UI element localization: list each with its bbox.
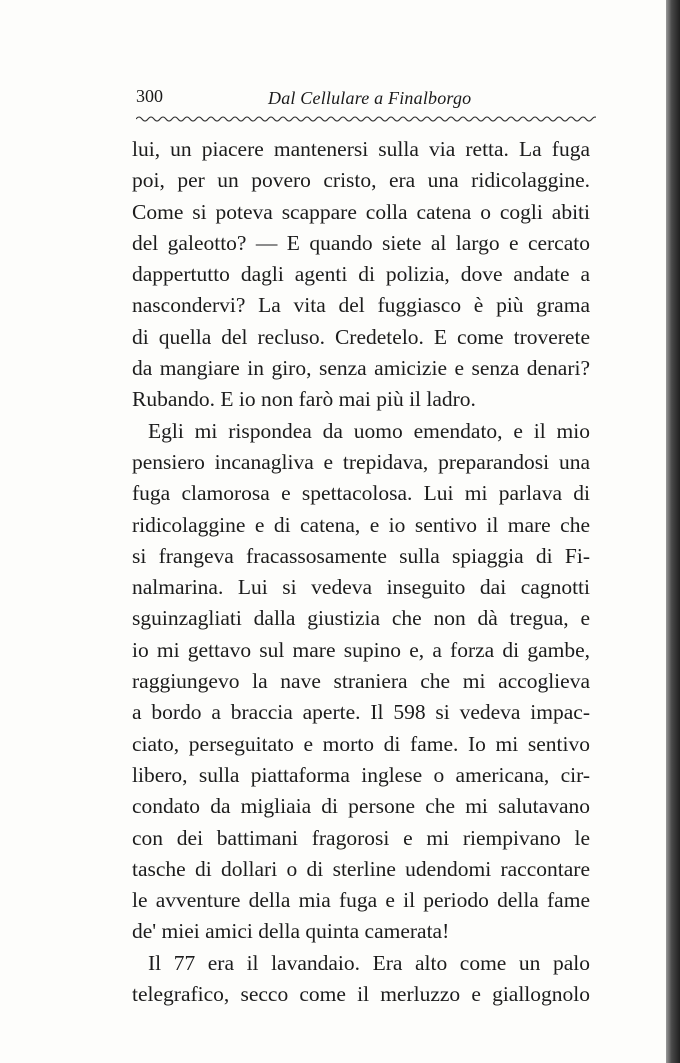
text-line: telegrafico, secco come il merluzzo e giallognolo — [132, 982, 590, 1007]
text-line: raggiungevo la nave straniera che mi accoglieva — [132, 669, 590, 694]
text-line: nalmarina. Lui si vedeva inseguito dai cagnotti — [132, 575, 590, 600]
text-line: dappertutto dagli agenti di polizia, dove andate a — [132, 262, 590, 287]
text-line: poi, per un povero cristo, era una ridicolaggine. — [132, 168, 590, 193]
text-line: Egli mi rispondea da uomo emendato, e il mio — [148, 418, 590, 443]
text-line: libero, sulla piattaforma inglese o americana, cir- — [132, 762, 590, 787]
book-spine-edge — [666, 0, 680, 1063]
text-line: le avventure della mia fuga e il periodo della fame — [132, 888, 590, 913]
running-title: Dal Cellulare a Finalborgo — [268, 88, 472, 108]
decorative-wavy-rule — [136, 112, 596, 126]
text-line: ciato, perseguitato e morto di fame. Io mi sentivo — [132, 731, 590, 756]
page-header — [136, 86, 596, 114]
text-line: del galeotto? — E quando siete al largo e cercato — [132, 230, 590, 255]
page-number: 300 — [136, 86, 163, 106]
text-line: Il 77 era il lavandaio. Era alto come un palo — [148, 950, 590, 975]
text-line: tasche di dollari o di sterline udendomi raccontare — [132, 856, 590, 881]
text-line: lui, un piacere mantenersi sulla via retta. La fuga — [132, 137, 590, 161]
text-line: sguinzagliati dalla giustizia che non dà tregua, e — [132, 606, 590, 631]
text-line: nascondervi? La vita del fuggiasco è più grama — [132, 293, 590, 318]
text-line: condato da migliaia di persone che mi salutavano — [132, 794, 590, 819]
text-line: pensiero incanagliva e trepidava, preparandosi una — [132, 449, 590, 474]
text-line: ridicolaggine e di catena, e io sentivo il mare che — [132, 512, 590, 537]
text-line: con dei battimani fragorosi e mi riempivano le — [132, 825, 590, 850]
text-line: io mi gettavo sul mare supino e, a forza di gambe, — [132, 637, 590, 662]
text-line: si frangeva fracassosamente sulla spiaggia di Fi- — [132, 543, 590, 568]
body-text — [132, 134, 590, 1010]
text-line: da mangiare in giro, senza amicizie e senza denari? — [132, 356, 590, 381]
text-line: fuga clamorosa e spettacolosa. Lui mi parlava di — [132, 481, 590, 506]
text-line: Rubando. E io non farò mai più il ladro. — [132, 387, 476, 412]
text-line: di quella del recluso. Credetelo. E come troverete — [132, 324, 590, 349]
text-line: de' miei amici della quinta camerata! — [132, 919, 450, 944]
text-line: a bordo a braccia aperte. Il 598 si vedeva impac- — [132, 700, 590, 725]
text-line: Come si poteva scappare colla catena o cogli abiti — [132, 199, 590, 224]
